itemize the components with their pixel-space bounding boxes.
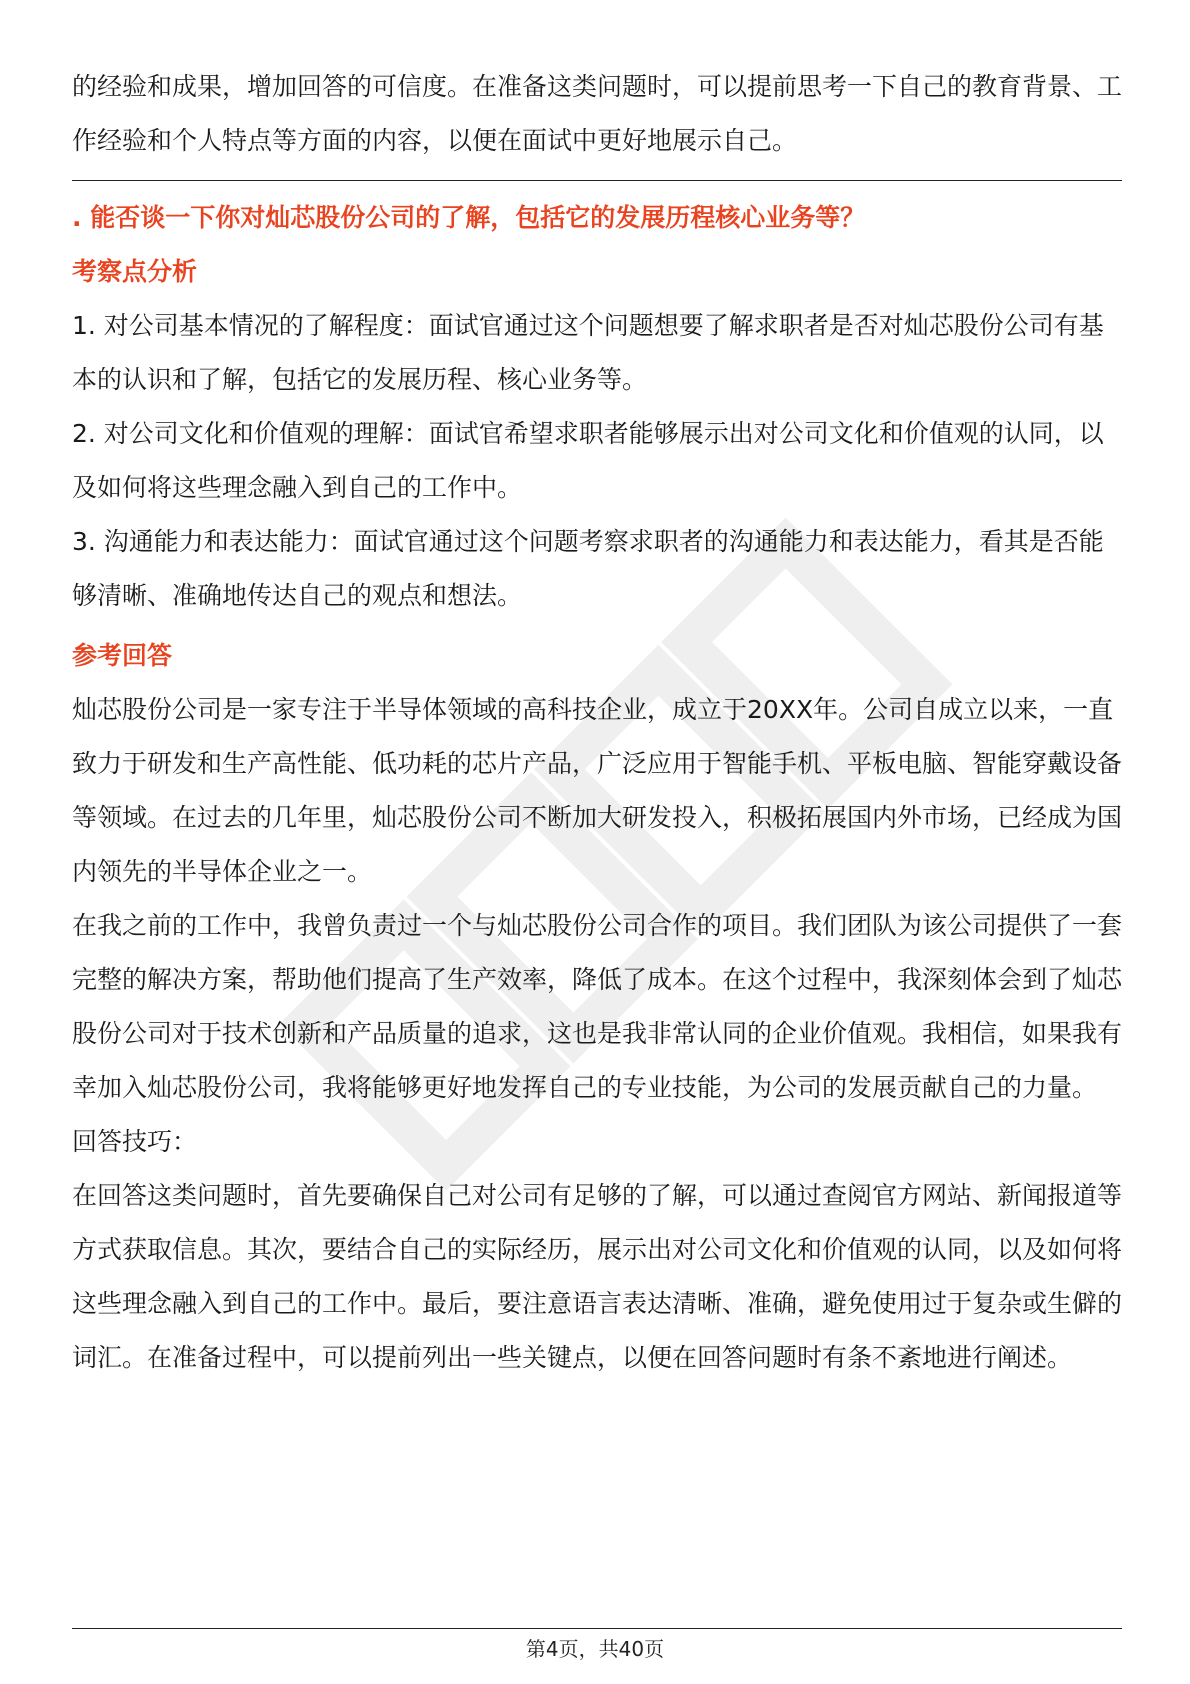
analysis-item-3: 3. 沟通能力和表达能力：面试官通过这个问题考察求职者的沟通能力和表达能力，看其是否能够清晰、准确地传达自己的观点和想法。 — [72, 527, 1104, 610]
tips-heading: 回答技巧： — [72, 1127, 198, 1156]
reference-paragraph-2: 在我之前的工作中，我曾负责过一个与灿芯股份公司合作的项目。我们团队为该公司提供了一套完整的解决方案，帮助他们提高了生产效率，降低了成本。在这个过程中，我深刻体会到了灿芯股份公司对于技术创新和产品质量的追求，这也是我非常认同的企业价值观。我相信，如果我有幸加入灿芯股份公司，我将能够更好地发挥自己的专业技能，为公司的发展贡献自己的力量。 — [72, 911, 1123, 1102]
analysis-heading: 考察点分析 — [72, 257, 198, 286]
analysis-item-2: 2. 对公司文化和价值观的理解：面试官希望求职者能够展示出对公司文化和价值观的认同，以及如何将这些理念融入到自己的工作中。 — [72, 419, 1104, 502]
reference-heading: 参考回答 — [72, 641, 173, 670]
section-divider — [72, 180, 1122, 181]
document-body — [72, 60, 1122, 1385]
question-title: . 能否谈一下你对灿芯股份公司的了解，包括它的发展历程核心业务等？ — [72, 203, 866, 232]
analysis-item-1: 1. 对公司基本情况的了解程度：面试官通过这个问题想要了解求职者是否对灿芯股份公司有基本的认识和了解，包括它的发展历程、核心业务等。 — [72, 311, 1104, 394]
footer-divider — [72, 1628, 1122, 1629]
tips-paragraph: 在回答这类问题时，首先要确保自己对公司有足够的了解，可以通过查阅官方网站、新闻报道等方式获取信息。其次，要结合自己的实际经历，展示出对公司文化和价值观的认同，以及如何将这些理念融入到自己的工作中。最后，要注意语言表达清晰、准确，避免使用过于复杂或生僻的词汇。在准备过程中，可以提前列出一些关键点，以便在回答问题时有条不紊地进行阐述。 — [72, 1181, 1123, 1372]
reference-paragraph-1: 灿芯股份公司是一家专注于半导体领域的高科技企业，成立于20XX年。公司自成立以来，一直致力于研发和生产高性能、低功耗的芯片产品，广泛应用于智能手机、平板电脑、智能穿戴设备等领域。在过去的几年里，灿芯股份公司不断加大研发投入，积极拓展国内外市场，已经成为国内领先的半导体企业之一。 — [72, 695, 1123, 886]
page-number: 第4页，共40页 — [525, 1637, 665, 1661]
intro-paragraph: 的经验和成果，增加回答的可信度。在准备这类问题时，可以提前思考一下自己的教育背景、工作经验和个人特点等方面的内容，以便在面试中更好地展示自己。 — [72, 72, 1123, 155]
